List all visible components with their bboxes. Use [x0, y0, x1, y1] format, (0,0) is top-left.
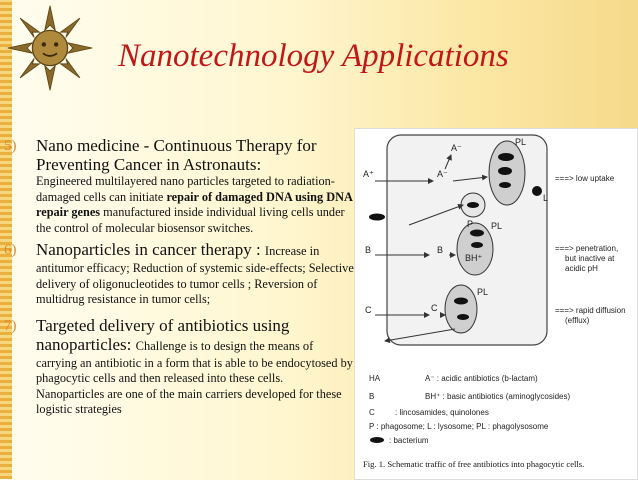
- figure-caption: Fig. 1. Schematic traffic of free antibiotics into phagocytic cells.: [363, 459, 585, 469]
- label-b: B: [365, 245, 372, 255]
- legend-value: P : phagosome; L : lysosome; PL : phagolysosome: [369, 422, 549, 431]
- item-heading-small: Increase in: [264, 244, 320, 258]
- figure-diagram: [355, 129, 637, 479]
- item-heading-text: Targeted delivery of antibiotics using nanoparticles:: [36, 315, 290, 354]
- item-number: 7): [4, 317, 17, 334]
- list-item: [4, 136, 354, 236]
- legend-value: : lincosamides, quinolones: [395, 408, 489, 417]
- item-body: carrying an antibiotic in a form that is able to be endocytosed by phagocytic cells and then released into these cells. Nanoparticles are one of the main carriers developed for these logistic strategies: [36, 355, 353, 416]
- note-efflux: (efflux): [565, 316, 590, 325]
- item-heading-small: Challenge is to design the means of: [135, 338, 314, 353]
- lysosome: [532, 186, 542, 196]
- label-b-inner: B: [437, 245, 444, 255]
- bacterium: [369, 214, 385, 221]
- item-heading: [36, 240, 354, 261]
- note-inactive: but inactive at: [565, 254, 615, 263]
- schematic-figure: [354, 128, 638, 480]
- label-l: L: [543, 193, 549, 203]
- legend-key: B: [369, 392, 375, 401]
- note-penetration: ===> penetration,: [555, 244, 619, 253]
- sun-ornament-icon: [6, 4, 94, 92]
- phagolysosome: [445, 285, 477, 333]
- label-a-plus: A⁺: [363, 169, 374, 179]
- body-bold-text: repair of damaged DNA using DNA repair genes: [36, 189, 353, 219]
- list-item: [4, 240, 354, 308]
- label-c-inner: C: [431, 303, 438, 313]
- legend-value: BH⁺ : basic antibiotics (aminoglycosides): [425, 392, 571, 401]
- legend-value: A⁻ : acidic antibiotics (b-lactam): [425, 374, 538, 383]
- item-heading: Nano medicine - Continuous Therapy for Preventing Cancer in Astronauts:: [36, 136, 317, 174]
- note-acidic-ph: acidic pH: [565, 264, 598, 273]
- item-heading: [36, 316, 354, 356]
- label-c: C: [365, 305, 372, 315]
- legend-key: HA: [369, 374, 381, 383]
- label-p: P: [467, 219, 474, 229]
- item-heading-text: Nanoparticles in cancer therapy :: [36, 240, 265, 259]
- label-pl: PL: [515, 137, 527, 147]
- bacterium-legend-icon: [370, 437, 384, 443]
- label-pl-3: PL: [477, 287, 489, 297]
- label-a-minus-top: A⁻: [451, 143, 462, 153]
- item-body: antitumor efficacy; Reduction of systemic side-effects; Selective delivery of oligonucleotides to tumor cells ; Reversion of multidrug resistance in tumor cells;: [36, 261, 354, 306]
- legend-key: C: [369, 408, 375, 417]
- bullet-list: [4, 136, 354, 420]
- item-number: 6): [4, 242, 17, 258]
- note-low-uptake: ===> low uptake: [555, 174, 615, 183]
- label-a-minus: A⁻: [437, 169, 448, 179]
- item-number: 5): [4, 138, 17, 154]
- body-text: Engineered multilayered nano particles targeted to radiation-damaged cells can initiate: [36, 174, 335, 204]
- item-body: [36, 174, 354, 236]
- label-pl-2: PL: [491, 221, 503, 231]
- body-text-end: manufactured inside individual living cells under the control of molecular biosensor switches.: [36, 205, 345, 235]
- list-item: [4, 316, 354, 418]
- label-bh-plus: BH⁺: [465, 253, 483, 263]
- slide-title: Nanotechnology Applications: [118, 38, 509, 74]
- legend-value: : bacterium: [389, 436, 429, 445]
- note-rapid-diffusion: ===> rapid diffusion: [555, 306, 626, 315]
